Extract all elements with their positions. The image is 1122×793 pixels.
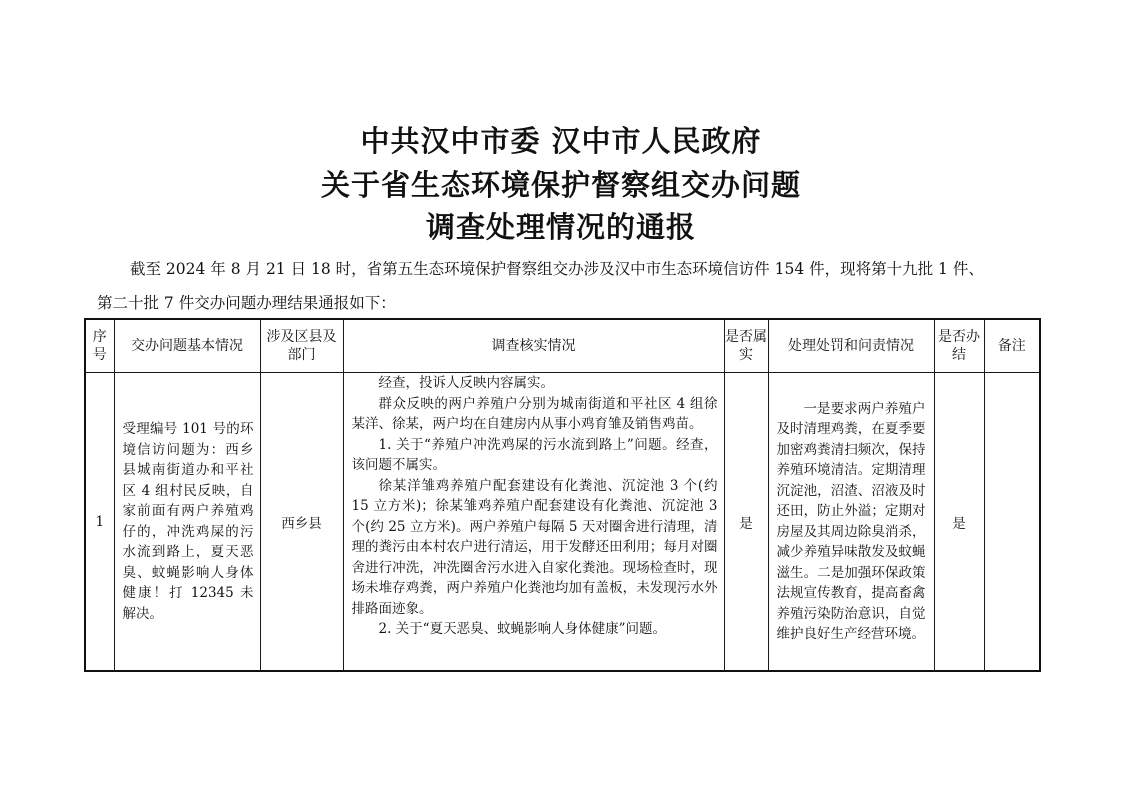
row-closed: 是 bbox=[934, 373, 984, 672]
header-investigation: 调查核实情况 bbox=[343, 319, 724, 373]
header-remark: 备注 bbox=[984, 319, 1040, 373]
title-line-2: 关于省生态环境保护督察组交办问题 bbox=[320, 168, 801, 202]
investigation-para-2: 群众反映的两户养殖户分别为城南街道和平社区 4 组徐某洋、徐某，两户均在自建房内从事小鸡育雏及销售鸡苗。 bbox=[351, 395, 718, 432]
table-row bbox=[85, 373, 1040, 672]
row-no: 1 bbox=[85, 373, 114, 672]
header-punish: 处理处罚和问责情况 bbox=[768, 319, 934, 373]
header-closed: 是否办结 bbox=[934, 319, 984, 373]
intro-line-1: 截至 2024 年 8 月 21 日 18 时，省第五生态环境保护督察组交办涉及汉中市生态环境信访件 154 件，现将第十九批 1 件、 bbox=[130, 260, 984, 278]
row-basic-info: 受理编号 101 号的环境信访问题为：西乡县城南街道办和平社区 4 组村民反映，自家前面有两户养殖鸡仔的，冲洗鸡屎的污水流到路上，夏天恶臭、蚊蝇影响人身体健康！打 12345 未解决。 bbox=[114, 373, 260, 672]
investigation-para-1: 经查，投诉人反映内容属实。 bbox=[378, 375, 554, 391]
row-dept: 西乡县 bbox=[260, 373, 343, 672]
title-line-3: 调查处理情况的通报 bbox=[425, 210, 696, 244]
header-verified: 是否属实 bbox=[724, 319, 768, 373]
investigation-para-5: 2. 关于“夏天恶臭、蚊蝇影响人身体健康”问题。 bbox=[378, 621, 666, 637]
report-table bbox=[84, 318, 1041, 672]
table-header-row bbox=[85, 319, 1040, 373]
punish-text: 一是要求两户养殖户及时清理鸡粪，在夏季要加密鸡粪清扫频次，保持养殖环境清洁。定期清理沉淀池，沼渣、沼液及时还田，防止外溢；定期对房屋及其周边除臭消杀，减少养殖异味散发及蚊蝇滋生。二是加强环保政策法规宣传教育，提高畜禽养殖污染防治意识，自觉维护良好生产经营环境。 bbox=[776, 400, 926, 642]
row-remark bbox=[984, 373, 1040, 672]
header-no: 序号 bbox=[85, 319, 114, 373]
title-line-1: 中共汉中市委 汉中市人民政府 bbox=[360, 124, 762, 158]
investigation-para-4: 徐某洋雏鸡养殖户配套建设有化粪池、沉淀池 3 个(约 15 立方米)；徐某雏鸡养殖户配套建设有化粪池、沉淀池 3 个(约 25 立方米)。两户养殖户每隔 5 天对圈舍进行清理，清理的粪污由本村农户进行清运，用于发酵还田利用；每月对圈舍进行冲洗，冲洗圈舍污水进入自家化粪池。现场检查时，现场未堆存鸡粪，两户养殖户化粪池均加有盖板，未发现污水外排路面迹象。 bbox=[351, 477, 718, 617]
row-verified: 是 bbox=[724, 373, 768, 672]
header-basic: 交办问题基本情况 bbox=[114, 319, 260, 373]
row-investigation bbox=[343, 373, 724, 672]
investigation-para-3: 1. 关于“养殖户冲洗鸡屎的污水流到路上”问题。经查，该问题不属实。 bbox=[351, 436, 718, 473]
row-punish bbox=[768, 373, 934, 672]
intro-line-2: 第二十批 7 件交办问题办理结果通报如下： bbox=[97, 294, 396, 312]
header-dept: 涉及区县及部门 bbox=[260, 319, 343, 373]
